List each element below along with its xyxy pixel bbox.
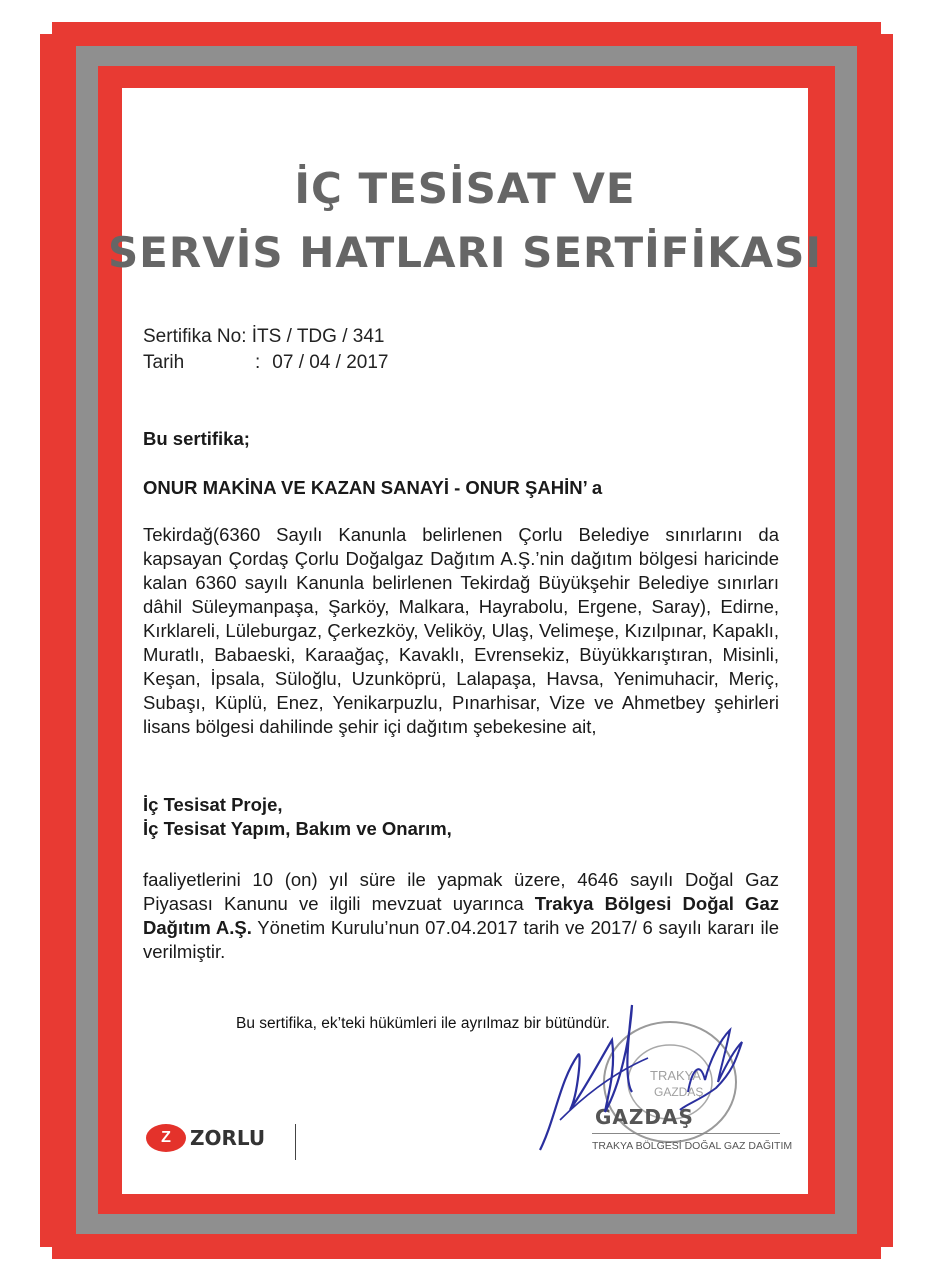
svg-text:GAZDAŞ: GAZDAŞ	[654, 1085, 704, 1099]
corner-notch	[881, 22, 893, 34]
zorlu-mark-icon: Z	[146, 1124, 186, 1152]
gazdas-subtitle: TRAKYA BÖLGESİ DOĞAL GAZ DAĞITIM	[592, 1140, 793, 1152]
certificate-number-label: Sertifika No:	[143, 326, 247, 347]
region-paragraph: Tekirdağ(6360 Sayılı Kanunla belirlenen Çorlu Belediye sınırlarını da kapsayan Çordaş Çorlu Doğalgaz Dağıtım A.Ş.’nin dağıtım bölgesi haricinde kalan 6360 sayılı Kanunla belirlenen Tekirdağ Büyükşehir Belediye sınırları dâhil Süleymanpaşa, Şarköy, Malkara, Hayrabolu, Ergene, Saray), Edirne, Kırklareli, Lüleburgaz, Çerkezköy, Veliköy, Ulaş, Velimeşe, Kızılpınar, Kapaklı, Muratlı, Babaeski, Karaağaç, Kavaklı, Evrensekiz, Büyükkarıştıran, Misinli, Keşan, İpsala, Süloğlu, Uzunköprü, Lalapaşa, Havsa, Yenimuhacir, Meriç, Subaşı, Küplü, Enez, Yenikarpuzlu, Pınarhisar, Vize ve Ahmetbey şehirleri lisans bölgesi dahilinde şehir içi dağıtım şebekesine ait,	[143, 524, 779, 737]
closing-text-2: Yönetim Kurulu’nun 07.04.2017 tarih ve 2017/ 6 sayılı kararı ile verilmiştir.	[143, 917, 780, 962]
certificate-number-row	[143, 326, 384, 348]
closing-paragraph	[143, 868, 779, 964]
footer-divider	[295, 1124, 296, 1160]
recipient-name: ONUR MAKİNA VE KAZAN SANAYİ - ONUR ŞAHİN’ a	[143, 477, 603, 498]
corner-notch	[40, 1247, 52, 1259]
certificate-title-line1: İÇ TESİSAT VE	[294, 164, 636, 213]
date-label: Tarih	[143, 352, 185, 373]
intro-text: Bu sertifika;	[143, 428, 250, 449]
activity-construction: İç Tesisat Yapım, Bakım ve Onarım,	[143, 818, 452, 839]
certificate-date-row	[143, 352, 389, 374]
closing-text-1: faaliyetlerini 10 (on) yıl süre ile yapmak üzere, 4646 sayılı Doğal Gaz Piyasası Kanunu ve ilgili mevzuat uyarınca	[143, 869, 779, 914]
certificate-number-value: İTS / TDG / 341	[251, 326, 385, 347]
date-separator: :	[255, 352, 261, 373]
svg-text:TRAKYA: TRAKYA	[650, 1068, 702, 1083]
corner-notch	[881, 1247, 893, 1259]
zorlu-wordmark: ZORLU	[190, 1126, 266, 1150]
date-value: 07 / 04 / 2017	[272, 352, 389, 373]
signature-icon	[520, 1000, 760, 1160]
zorlu-logo	[146, 1124, 265, 1152]
corner-notch	[40, 22, 52, 34]
activity-project: İç Tesisat Proje,	[143, 794, 283, 815]
annex-note: Bu sertifika, ek’teki hükümleri ile ayrılmaz bir bütündür.	[236, 1015, 610, 1032]
gazdas-wordmark: GAZDAŞ	[595, 1105, 694, 1129]
certificate-title-line2: SERVİS HATLARI SERTİFİKASI	[107, 228, 823, 277]
closing-company: Trakya Bölgesi Doğal Gaz Dağıtım A.Ş.	[143, 893, 779, 938]
